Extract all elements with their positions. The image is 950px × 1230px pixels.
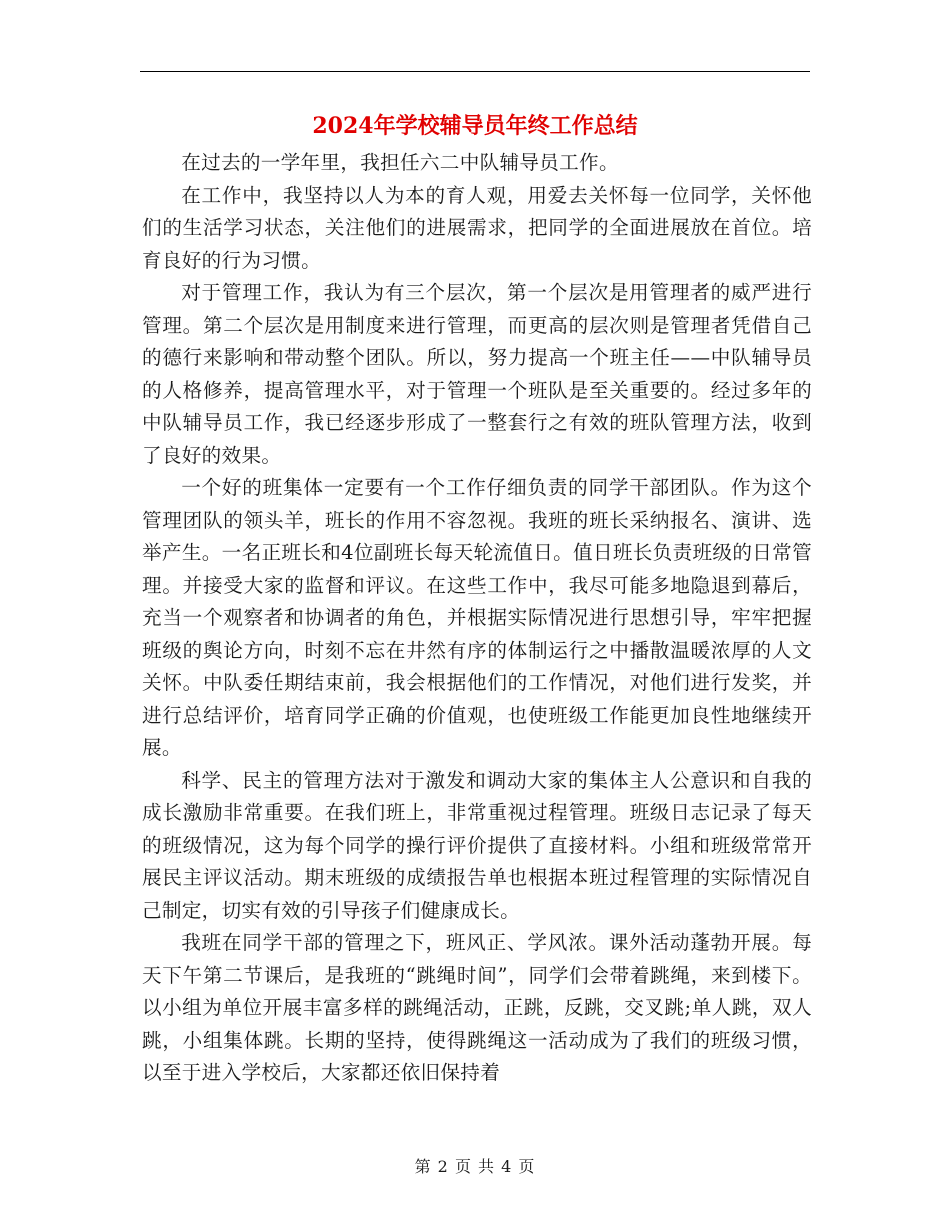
header-rule: [140, 71, 810, 72]
paragraph: 在过去的一学年里，我担任六二中队辅导员工作。: [181, 151, 619, 174]
paragraph: 对于管理工作，我认为有三个层次，第一个层次是用管理者的威严进行管理。第二个层次是用制度来进行管理，而更高的层次则是管理者凭借自己的德行来影响和带动整个团队。所以，努力提高一个班主任——中队辅导员的人格修养，提高管理水平，对于管理一个班队是至关重要的。经过多年的中队辅导员工作，我已经逐步形成了一整套行之有效的班队管理方法，收到了良好的效果。: [142, 281, 812, 467]
document-body: [142, 147, 812, 1090]
paragraph: 在工作中，我坚持以人为本的育人观，用爱去关怀每一位同学，关怀他们的生活学习状态，关注他们的进展需求，把同学的全面进展放在首位。培育良好的行为习惯。: [142, 183, 812, 272]
document-title: 2024年学校辅导员年终工作总结: [312, 113, 638, 139]
paragraph: 我班在同学干部的管理之下，班风正、学风浓。课外活动蓬勃开展。每天下午第二节课后，是我班的“跳绳时间”，同学们会带着跳绳，来到楼下。以小组为单位开展丰富多样的跳绳活动，正跳，反跳，交叉跳;单人跳，双人跳，小组集体跳。长期的坚持，使得跳绳这一活动成为了我们的班级习惯，以至于进入学校后，大家都还依旧保持着: [142, 931, 812, 1084]
page-number: 第 2 页 共 4 页: [414, 1157, 536, 1176]
paragraph: 一个好的班集体一定要有一个工作仔细负责的同学干部团队。作为这个管理团队的领头羊，班长的作用不容忽视。我班的班长采纳报名、演讲、选举产生。一名正班长和4位副班长每天轮流值日。值日班长负责班级的日常管理。并接受大家的监督和评议。在这些工作中，我尽可能多地隐退到幕后，充当一个观察者和协调者的角色，并根据实际情况进行思想引导，牢牢把握班级的舆论方向，时刻不忘在井然有序的体制运行之中播散温暖浓厚的人文关怀。中队委任期结束前，我会根据他们的工作情况，对他们进行发奖，并进行总结评价，培育同学正确的价值观，也使班级工作能更加良性地继续开展。: [142, 476, 812, 759]
paragraph: 科学、民主的管理方法对于激发和调动大家的集体主人公意识和自我的成长激励非常重要。在我们班上，非常重视过程管理。班级日志记录了每天的班级情况，这为每个同学的操行评价提供了直接材料。小组和班级常常开展民主评议活动。期末班级的成绩报告单也根据本班过程管理的实际情况自己制定，切实有效的引导孩子们健康成长。: [142, 768, 812, 922]
